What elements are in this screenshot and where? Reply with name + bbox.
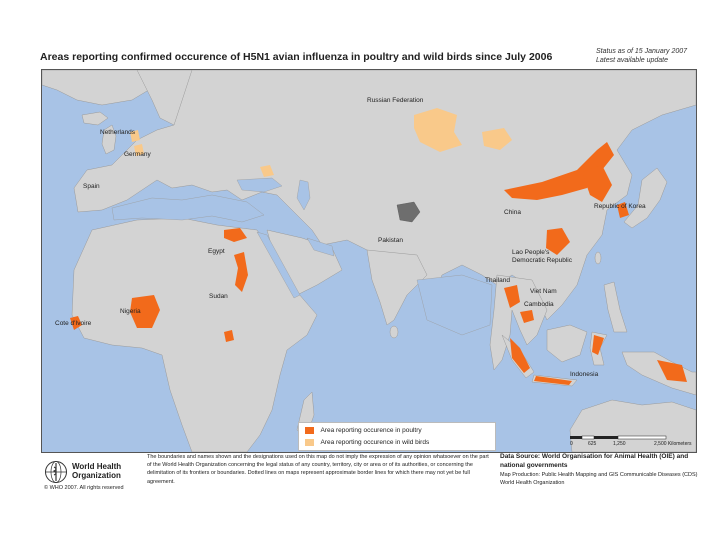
legend-poultry-swatch (305, 427, 314, 434)
status-note (596, 47, 687, 65)
legend-wild-birds-swatch (305, 439, 314, 446)
scale-bar (570, 435, 690, 449)
label-lao-line1: Lao People's (512, 249, 550, 256)
map-title: Areas reporting confirmed occurence of H5N1 avian influenza in poultry and wild birds since July 2006 (40, 51, 553, 63)
label-germany: Germany (124, 151, 151, 158)
label-egypt: Egypt (208, 248, 225, 255)
label-sudan: Sudan (209, 293, 228, 300)
status-date: Status as of 15 January 2007 (596, 48, 688, 55)
who-name-line1: World Health (72, 462, 122, 471)
scale-tick-0: 0 (570, 441, 573, 447)
scale-tick-1: 625 (588, 441, 597, 447)
scale-segment-1 (570, 436, 582, 439)
label-korea: Republic of Korea (594, 203, 646, 210)
scale-tick-2: 1,250 (613, 441, 626, 447)
label-cambodia: Cambodia (524, 301, 554, 308)
label-vietnam: Viet Nam (530, 288, 557, 295)
who-organization-name (72, 462, 142, 480)
map-frame (41, 69, 697, 453)
map-production-text: Map Production: Public Health Mapping and GIS Communicable Diseases (CDS) World Health Organization (500, 472, 698, 487)
who-emblem-icon (44, 460, 68, 484)
legend-wild-birds-label: Area reporting occurence in wild birds (320, 439, 430, 447)
sri-lanka-landmass (390, 326, 398, 338)
label-thailand: Thailand (485, 277, 510, 284)
taiwan-landmass (595, 252, 601, 264)
status-update: Latest available update (596, 57, 668, 64)
scale-segment-2 (582, 436, 594, 439)
footer (0, 452, 720, 540)
scale-segment-4 (618, 436, 666, 439)
data-source-text: Data Source: World Organisation for Animal Health (OIE) and national governments (500, 453, 689, 469)
label-china: China (504, 209, 521, 216)
legend-wild-birds (305, 439, 429, 448)
label-netherlands: Netherlands (100, 129, 136, 136)
label-nigeria: Nigeria (120, 308, 141, 315)
who-name-line2: Organization (72, 471, 121, 480)
label-russia: Russian Federation (367, 97, 424, 104)
disclaimer-text: The boundaries and names shown and the designations used on this map do not imply the expression of any opinion whatsoever on the part of the World Health Organization concerning the legal status of any country, territory, city or area or of its authorities, or concerning the delimitation of its frontiers or boundaries. Dotted lines on maps represent approximate border lines for which there may not yet be full agreement. (147, 454, 489, 485)
world-map (42, 70, 696, 452)
map-legend (298, 422, 496, 451)
copyright-text: © WHO 2007. All rights reserved (44, 485, 124, 491)
label-cote-divoire: Cote d'Ivoire (55, 320, 92, 327)
legend-poultry-label: Area reporting occurence in poultry (320, 427, 422, 435)
scale-segment-3 (594, 436, 618, 439)
label-lao-line2: Democratic Republic (512, 257, 572, 264)
label-indonesia: Indonesia (570, 371, 599, 378)
scale-tick-3: 2,500 Kilometers (654, 441, 692, 447)
label-pakistan: Pakistan (378, 237, 403, 244)
label-spain: Spain (83, 183, 100, 190)
legend-poultry (305, 427, 422, 436)
